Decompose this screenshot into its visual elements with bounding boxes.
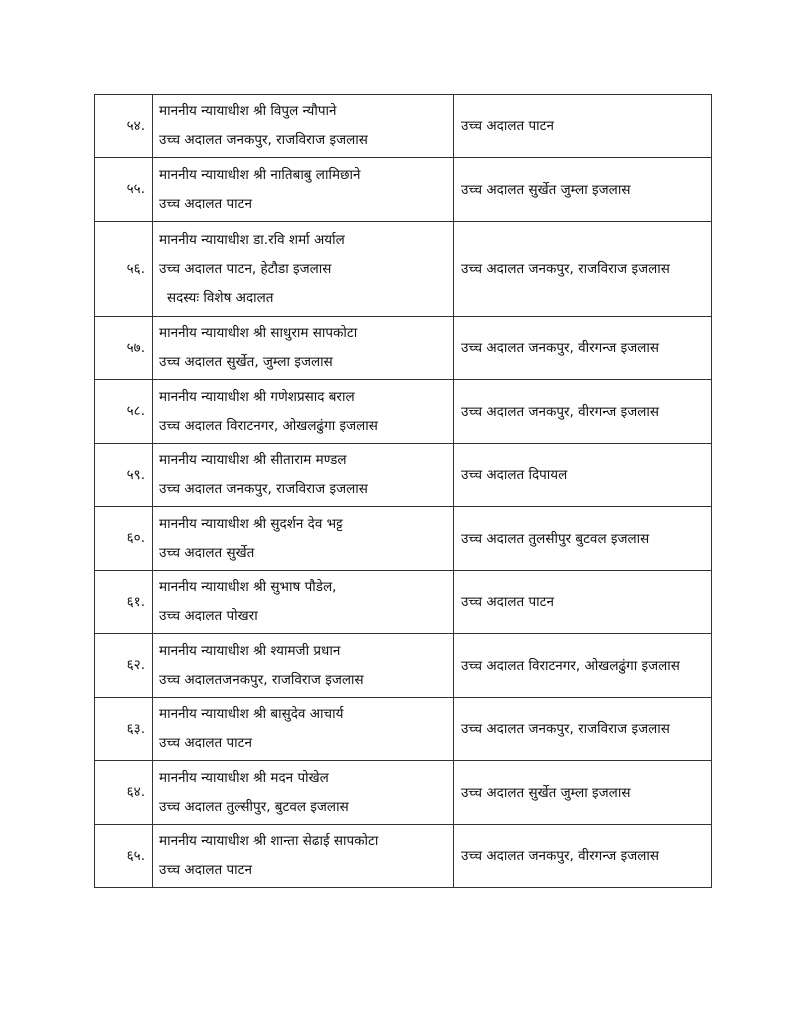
judge-name: माननीय न्यायाधीश श्री गणेशप्रसाद बराल xyxy=(159,388,355,405)
new-posting: उच्च अदालत पाटन xyxy=(454,571,712,634)
current-posting xyxy=(153,95,454,158)
current-court: उच्च अदालत जनकपुर, राजविराज इजलास xyxy=(159,481,368,497)
judge-name: माननीय न्यायाधीश श्री नातिबाबु लामिछाने xyxy=(159,166,361,183)
new-posting: उच्च अदालत सुर्खेत जुम्ला इजलास xyxy=(454,761,712,825)
judge-name: माननीय न्यायाधीश श्री सुभाष पौडेल, xyxy=(159,579,337,595)
row-number: ६५. xyxy=(95,825,153,888)
current-court: उच्च अदालत सुर्खेत, जुम्ला इजलास xyxy=(159,354,333,370)
current-court: उच्च अदालत सुर्खेत xyxy=(159,544,255,561)
new-posting: उच्च अदालत सुर्खेत जुम्ला इजलास xyxy=(454,158,712,222)
judge-name: माननीय न्यायाधीश श्री साधुराम सापकोटा xyxy=(159,325,358,341)
judge-name: माननीय न्यायाधीश श्री सीताराम मण्डल xyxy=(159,452,347,468)
table-row xyxy=(95,507,712,571)
row-number: ६३. xyxy=(95,698,153,761)
current-court: उच्च अदालत तुल्सीपुर, बुटवल इजलास xyxy=(159,798,349,815)
current-posting xyxy=(153,222,454,317)
row-number: ५८. xyxy=(95,380,153,444)
judge-name: माननीय न्यायाधीश श्री बासुदेव आचार्य xyxy=(159,706,344,722)
current-court: उच्च अदालत पाटन, हेटौडा इजलास xyxy=(159,260,332,277)
row-number: ६२. xyxy=(95,634,153,698)
transfer-table xyxy=(94,94,712,888)
judge-name: माननीय न्यायाधीश श्री विपुल न्यौपाने xyxy=(159,103,337,119)
additional-role: सदस्यः विशेष अदालत xyxy=(167,289,274,306)
table-row xyxy=(95,380,712,444)
current-posting xyxy=(153,158,454,222)
new-posting: उच्च अदालत विराटनगर, ओखलढुंगा इजलास xyxy=(454,634,712,698)
current-court: उच्च अदालत पोखरा xyxy=(159,608,258,624)
row-number: ६४. xyxy=(95,761,153,825)
current-court: उच्च अदालत पाटन xyxy=(159,735,252,751)
new-posting: उच्च अदालत जनकपुर, राजविराज इजलास xyxy=(454,222,712,317)
judge-name: माननीय न्यायाधीश श्री सुदर्शन देव भट्ट xyxy=(159,515,343,532)
table-row xyxy=(95,761,712,825)
row-number: ५५. xyxy=(95,158,153,222)
table-row xyxy=(95,571,712,634)
current-posting xyxy=(153,634,454,698)
table-row xyxy=(95,634,712,698)
current-court: उच्च अदालत विराटनगर, ओखलढुंगा इजलास xyxy=(159,417,378,434)
judge-name: माननीय न्यायाधीश श्री मदन पोखेल xyxy=(159,769,329,786)
table-row xyxy=(95,444,712,507)
current-posting xyxy=(153,317,454,380)
current-posting xyxy=(153,698,454,761)
table-row xyxy=(95,158,712,222)
new-posting: उच्च अदालत तुलसीपुर बुटवल इजलास xyxy=(454,507,712,571)
table-row xyxy=(95,825,712,888)
row-number: ५४. xyxy=(95,95,153,158)
new-posting: उच्च अदालत पाटन xyxy=(454,95,712,158)
row-number: ५७. xyxy=(95,317,153,380)
current-posting xyxy=(153,444,454,507)
new-posting: उच्च अदालत जनकपुर, राजविराज इजलास xyxy=(454,698,712,761)
current-posting xyxy=(153,571,454,634)
current-court: उच्च अदालतजनकपुर, राजविराज इजलास xyxy=(159,671,364,688)
new-posting: उच्च अदालत जनकपुर, वीरगन्ज इजलास xyxy=(454,825,712,888)
current-posting xyxy=(153,761,454,825)
judge-name: माननीय न्यायाधीश श्री शान्ता सेढाई सापकोटा xyxy=(159,833,379,849)
table-row xyxy=(95,95,712,158)
new-posting: उच्च अदालत जनकपुर, वीरगन्ज इजलास xyxy=(454,317,712,380)
row-number: ६०. xyxy=(95,507,153,571)
row-number: ५६. xyxy=(95,222,153,317)
current-court: उच्च अदालत जनकपुर, राजविराज इजलास xyxy=(159,132,368,148)
current-posting xyxy=(153,380,454,444)
new-posting: उच्च अदालत दिपायल xyxy=(454,444,712,507)
table-row xyxy=(95,317,712,380)
current-court: उच्च अदालत पाटन xyxy=(159,195,252,212)
current-posting xyxy=(153,825,454,888)
row-number: ६१. xyxy=(95,571,153,634)
new-posting: उच्च अदालत जनकपुर, वीरगन्ज इजलास xyxy=(454,380,712,444)
judge-name: माननीय न्यायाधीश श्री श्यामजी प्रधान xyxy=(159,642,341,659)
judge-name: माननीय न्यायाधीश डा.रवि शर्मा अर्याल xyxy=(159,231,345,248)
table-row xyxy=(95,222,712,317)
current-court: उच्च अदालत पाटन xyxy=(159,862,252,878)
row-number: ५९. xyxy=(95,444,153,507)
table-row xyxy=(95,698,712,761)
current-posting xyxy=(153,507,454,571)
